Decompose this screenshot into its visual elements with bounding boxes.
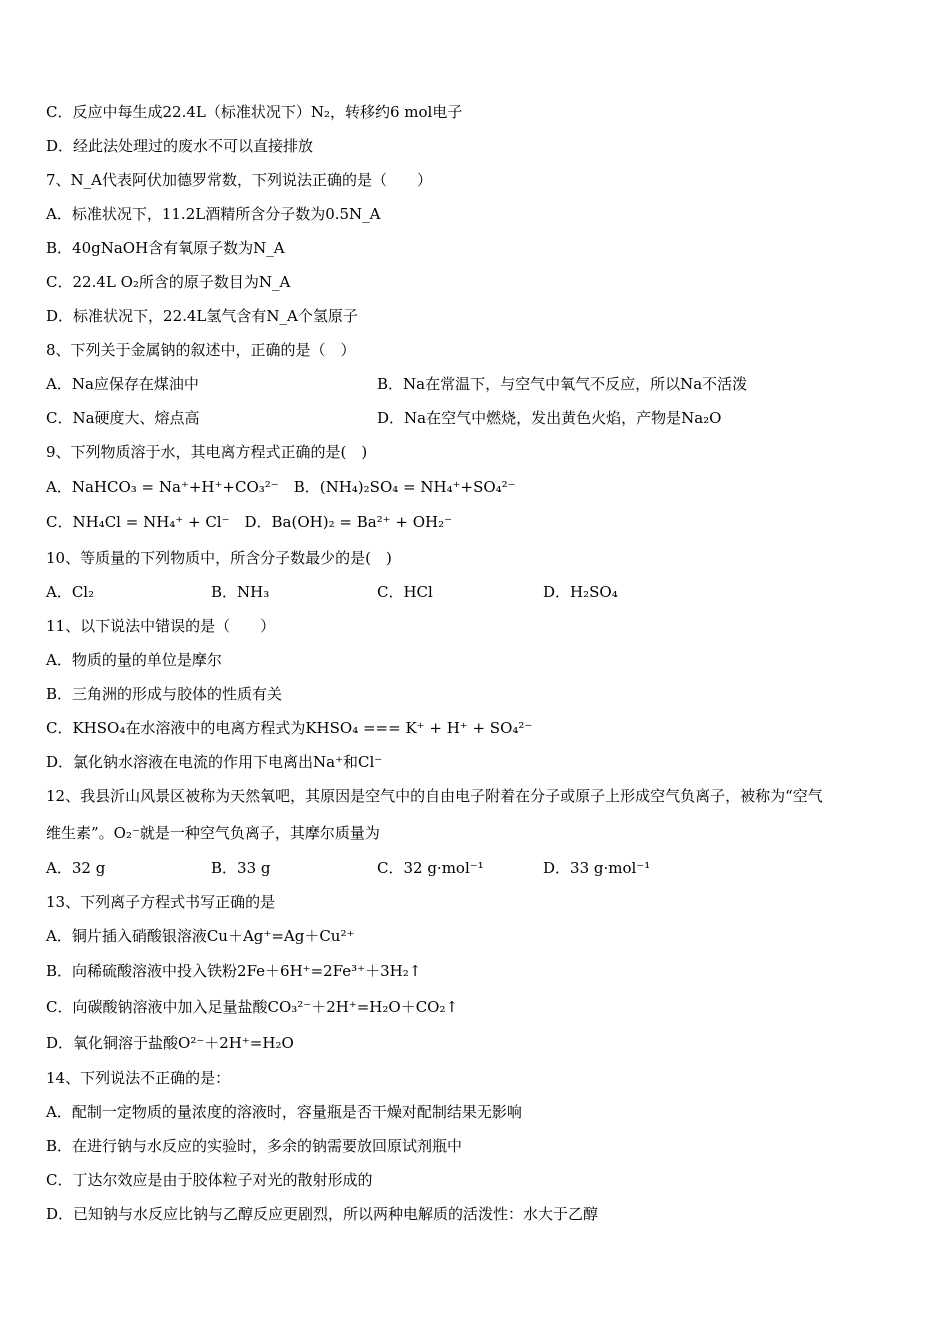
q10-option-d: D．H₂SO₄ bbox=[543, 583, 618, 601]
q8-option-c: C．Na硬度大、熔点高 bbox=[46, 409, 200, 427]
q14-option-b: B．在进行钠与水反应的实验时，多余的钠需要放回原试剂瓶中 bbox=[46, 1137, 463, 1155]
q9-options-cd: C．NH₄Cl = NH₄⁺ + Cl⁻ D．Ba(OH)₂ = Ba²⁺ + OH₂⁻ bbox=[46, 513, 453, 531]
q7-option-c: C．22.4L O₂所含的原子数目为N_A bbox=[46, 273, 291, 291]
q8-option-a: A．Na应保存在煤油中 bbox=[46, 375, 199, 393]
q10-stem: 10、等质量的下列物质中，所含分子数最少的是( ) bbox=[46, 549, 392, 567]
q12-option-d: D．33 g·mol⁻¹ bbox=[543, 859, 651, 877]
q12-stem-line2: 维生素”。O₂⁻就是一种空气负离子，其摩尔质量为 bbox=[46, 824, 380, 842]
q11-option-d: D．氯化钠水溶液在电流的作用下电离出Na⁺和Cl⁻ bbox=[46, 753, 383, 771]
q8-option-b: B．Na在常温下，与空气中氧气不反应，所以Na不活泼 bbox=[377, 375, 748, 393]
q10-option-b: B．NH₃ bbox=[211, 583, 270, 601]
q13-option-c: C．向碳酸钠溶液中加入足量盐酸CO₃²⁻＋2H⁺=H₂O＋CO₂↑ bbox=[46, 998, 459, 1016]
q14-option-c: C．丁达尔效应是由于胶体粒子对光的散射形成的 bbox=[46, 1171, 373, 1189]
q12-option-c: C．32 g·mol⁻¹ bbox=[377, 859, 484, 877]
q14-option-a: A．配制一定物质的量浓度的溶液时，容量瓶是否干燥对配制结果无影响 bbox=[46, 1103, 522, 1121]
q9-stem: 9、下列物质溶于水，其电离方程式正确的是( ) bbox=[46, 443, 368, 461]
q7-stem: 7、N_A代表阿伏加德罗常数，下列说法正确的是（ ） bbox=[46, 171, 433, 189]
q12-option-a: A．32 g bbox=[46, 859, 106, 877]
q9-options-ab: A．NaHCO₃ = Na⁺+H⁺+CO₃²⁻ B．(NH₄)₂SO₄ = NH₄⁺+SO₄²⁻ bbox=[46, 478, 516, 496]
q6-option-d: D．经此法处理过的废水不可以直接排放 bbox=[46, 137, 314, 155]
q7-option-d: D．标准状况下，22.4L氢气含有N_A个氢原子 bbox=[46, 307, 358, 325]
q11-option-b: B．三角洲的形成与胶体的性质有关 bbox=[46, 685, 283, 703]
q12-option-b: B．33 g bbox=[211, 859, 271, 877]
q8-option-d: D．Na在空气中燃烧，发出黄色火焰，产物是Na₂O bbox=[377, 409, 722, 427]
q13-stem: 13、下列离子方程式书写正确的是 bbox=[46, 893, 276, 911]
q11-option-c: C．KHSO₄在水溶液中的电离方程式为KHSO₄ === K⁺ + H⁺ + SO₄²⁻ bbox=[46, 719, 533, 737]
q13-option-a: A．铜片插入硝酸银溶液Cu＋Ag⁺=Ag＋Cu²⁺ bbox=[46, 927, 355, 945]
q14-stem: 14、下列说法不正确的是： bbox=[46, 1069, 231, 1087]
q12-stem-line1: 12、我县沂山风景区被称为天然氧吧，其原因是空气中的自由电子附着在分子或原子上形成空气负离子，被称为“空气 bbox=[46, 787, 823, 805]
q11-option-a: A．物质的量的单位是摩尔 bbox=[46, 651, 222, 669]
q14-option-d: D．已知钠与水反应比钠与乙醇反应更剧烈，所以两种电解质的活泼性：水大于乙醇 bbox=[46, 1205, 599, 1223]
q11-stem: 11、以下说法中错误的是（ ） bbox=[46, 617, 276, 635]
q10-option-c: C．HCl bbox=[377, 583, 433, 601]
q7-option-a: A．标准状况下，11.2L酒精所含分子数为0.5N_A bbox=[46, 205, 381, 223]
q8-stem: 8、下列关于金属钠的叙述中，正确的是（ ） bbox=[46, 341, 356, 359]
q7-option-b: B．40gNaOH含有氧原子数为N_A bbox=[46, 239, 285, 257]
q6-option-c: C．反应中每生成22.4L（标准状况下）N₂，转移约6 mol电子 bbox=[46, 103, 463, 121]
q13-option-d: D．氧化铜溶于盐酸O²⁻＋2H⁺=H₂O bbox=[46, 1034, 294, 1052]
q10-option-a: A．Cl₂ bbox=[46, 583, 95, 601]
q13-option-b: B．向稀硫酸溶液中投入铁粉2Fe＋6H⁺=2Fe³⁺＋3H₂↑ bbox=[46, 962, 422, 980]
